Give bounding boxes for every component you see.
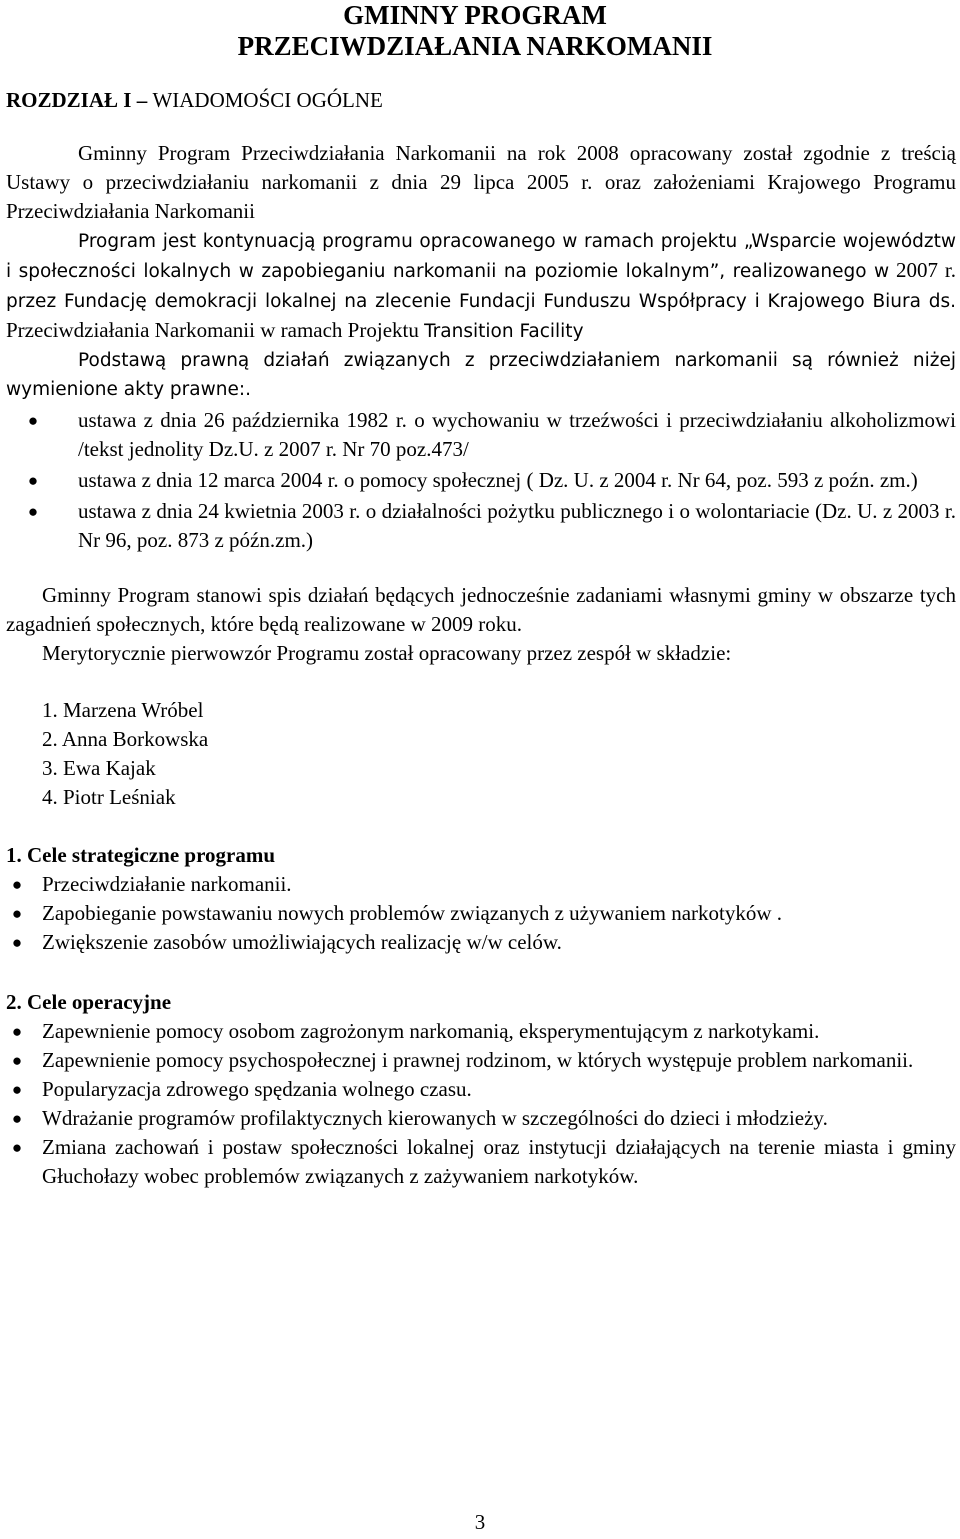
list-item-text: ustawa z dnia 12 marca 2004 r. o pomocy społecznej ( Dz. U. z 2004 r. Nr 64, poz. 593 z poźn. zm.): [78, 468, 918, 492]
legal-acts-list: [6, 406, 956, 555]
bullet-icon: ●: [11, 875, 23, 894]
list-item: [6, 1133, 956, 1191]
list-item-text: Zapewnienie pomocy osobom zagrożonym narkomanią, eksperymentującym z narkotykami.: [42, 1019, 820, 1043]
bullet-icon: ●: [11, 904, 23, 923]
section-1-heading: 1. Cele strategiczne programu: [6, 843, 276, 867]
chapter-name: WIADOMOŚCI OGÓLNE: [152, 88, 383, 112]
list-item-text: Zapobieganie powstawaniu nowych problemów związanych z używaniem narkotyków .: [42, 901, 783, 925]
list-item-text: Zwiększenie zasobów umożliwiających realizację w/w celów.: [42, 930, 562, 954]
team-member: 2. Anna Borkowska: [42, 727, 209, 751]
chapter-heading: [6, 86, 956, 114]
team-member: 3. Ewa Kajak: [42, 756, 156, 780]
intro-p2-part-b: 2007 r.: [889, 258, 956, 282]
list-item: [6, 1075, 956, 1104]
intro-paragraph-2: [6, 226, 956, 346]
section-2-heading: 2. Cele operacyjne: [6, 990, 172, 1014]
list-item-text: ustawa z dnia 26 października 1982 r. o wychowaniu w trzeźwości i przeciwdziałaniu alkoholizmowi /tekst jednolity Dz.U. z 2007 r. Nr 70 poz.473/: [78, 408, 956, 461]
summary-paragraph-1: Gminny Program stanowi spis działań będących jednocześnie zadaniami własnymi gminy w obszarze tych zagadnień społecznych, które będą realizowane w 2009 roku.: [6, 583, 956, 636]
bullet-icon: ●: [11, 1080, 23, 1099]
title-line-2: PRZECIWDZIAŁANIA NARKOMANII: [237, 31, 713, 61]
summary-paragraph-2: Merytorycznie pierwowzór Programu został opracowany przez zespół w składzie:: [42, 641, 732, 665]
bullet-icon: ●: [11, 1051, 23, 1070]
list-item: [6, 466, 956, 495]
intro-p2-part-e: Transition Facility: [424, 321, 584, 342]
list-item-text: Zapewnienie pomocy psychospołecznej i prawnej rodzinom, w których występuje problem narkomanii.: [42, 1048, 914, 1072]
document-title: [0, 0, 950, 62]
list-item: [6, 928, 956, 957]
bullet-icon: ●: [11, 1022, 23, 1041]
title-line-1: GMINNY PROGRAM: [343, 0, 607, 30]
strategic-goals-list: [6, 870, 956, 957]
list-item-text: ustawa z dnia 24 kwietnia 2003 r. o działalności pożytku publicznego i o wolontariacie (Dz. U. z 2003 r. Nr 96, poz. 873 z późn.zm.): [78, 499, 956, 552]
bullet-icon: ●: [11, 933, 23, 952]
list-item-text: Zmiana zachowań i postaw społeczności lokalnej oraz instytucji działających na terenie miasta i gminy Głuchołazy wobec problemów związanych z zażywaniem narkotyków.: [42, 1135, 956, 1188]
bullet-icon: ●: [27, 502, 39, 521]
intro-paragraph-1: Gminny Program Przeciwdziałania Narkomanii na rok 2008 opracowany został zgodnie z treścią Ustawy o przeciwdziałaniu narkomanii z dnia 29 lipca 2005 r. oraz założeniami Krajowego Programu Przeciwdziałania Narkomanii: [6, 141, 956, 223]
bullet-icon: ●: [11, 1138, 23, 1157]
team-member: 4. Piotr Leśniak: [42, 785, 176, 809]
list-item-text: Wdrażanie programów profilaktycznych kierowanych w szczególności do dzieci i młodzieży.: [42, 1106, 828, 1130]
list-item-text: Popularyzacja zdrowego spędzania wolnego czasu.: [42, 1077, 472, 1101]
chapter-dash: –: [131, 88, 153, 112]
chapter-label: ROZDZIAŁ I: [6, 88, 132, 112]
intro-p2-part-a: Program jest kontynuacją programu opracowanego w ramach projektu „Wsparcie województw i społeczności lokalnych w zapobieganiu narkomanii na poziomie lokalnym”, realizowanego w: [6, 231, 956, 282]
intro-p2-part-c: przez Fundację demokracji lokalnej na zlecenie Fundacji Funduszu Współpracy i Krajowego Biura ds.: [6, 291, 956, 312]
bullet-icon: ●: [11, 1109, 23, 1128]
document-page: [6, 0, 956, 1191]
operational-goals-list: [6, 1017, 956, 1191]
list-item: [6, 1017, 956, 1046]
intro-paragraph-3: Podstawą prawną działań związanych z przeciwdziałaniem narkomanii są również niżej wymienione akty prawne:.: [6, 350, 956, 400]
intro-p2-part-d: Przeciwdziałania Narkomanii w ramach Projektu: [6, 318, 425, 342]
list-item: [6, 406, 956, 464]
list-item: [6, 1104, 956, 1133]
page-number: 3: [474, 1510, 486, 1534]
list-item-text: Przeciwdziałanie narkomanii.: [42, 872, 292, 896]
team-list: [6, 696, 956, 812]
list-item: [6, 899, 956, 928]
list-item: [6, 1046, 956, 1075]
bullet-icon: ●: [27, 411, 39, 430]
list-item: [6, 870, 956, 899]
team-member: 1. Marzena Wróbel: [42, 698, 204, 722]
list-item: [6, 497, 956, 555]
bullet-icon: ●: [27, 471, 39, 490]
